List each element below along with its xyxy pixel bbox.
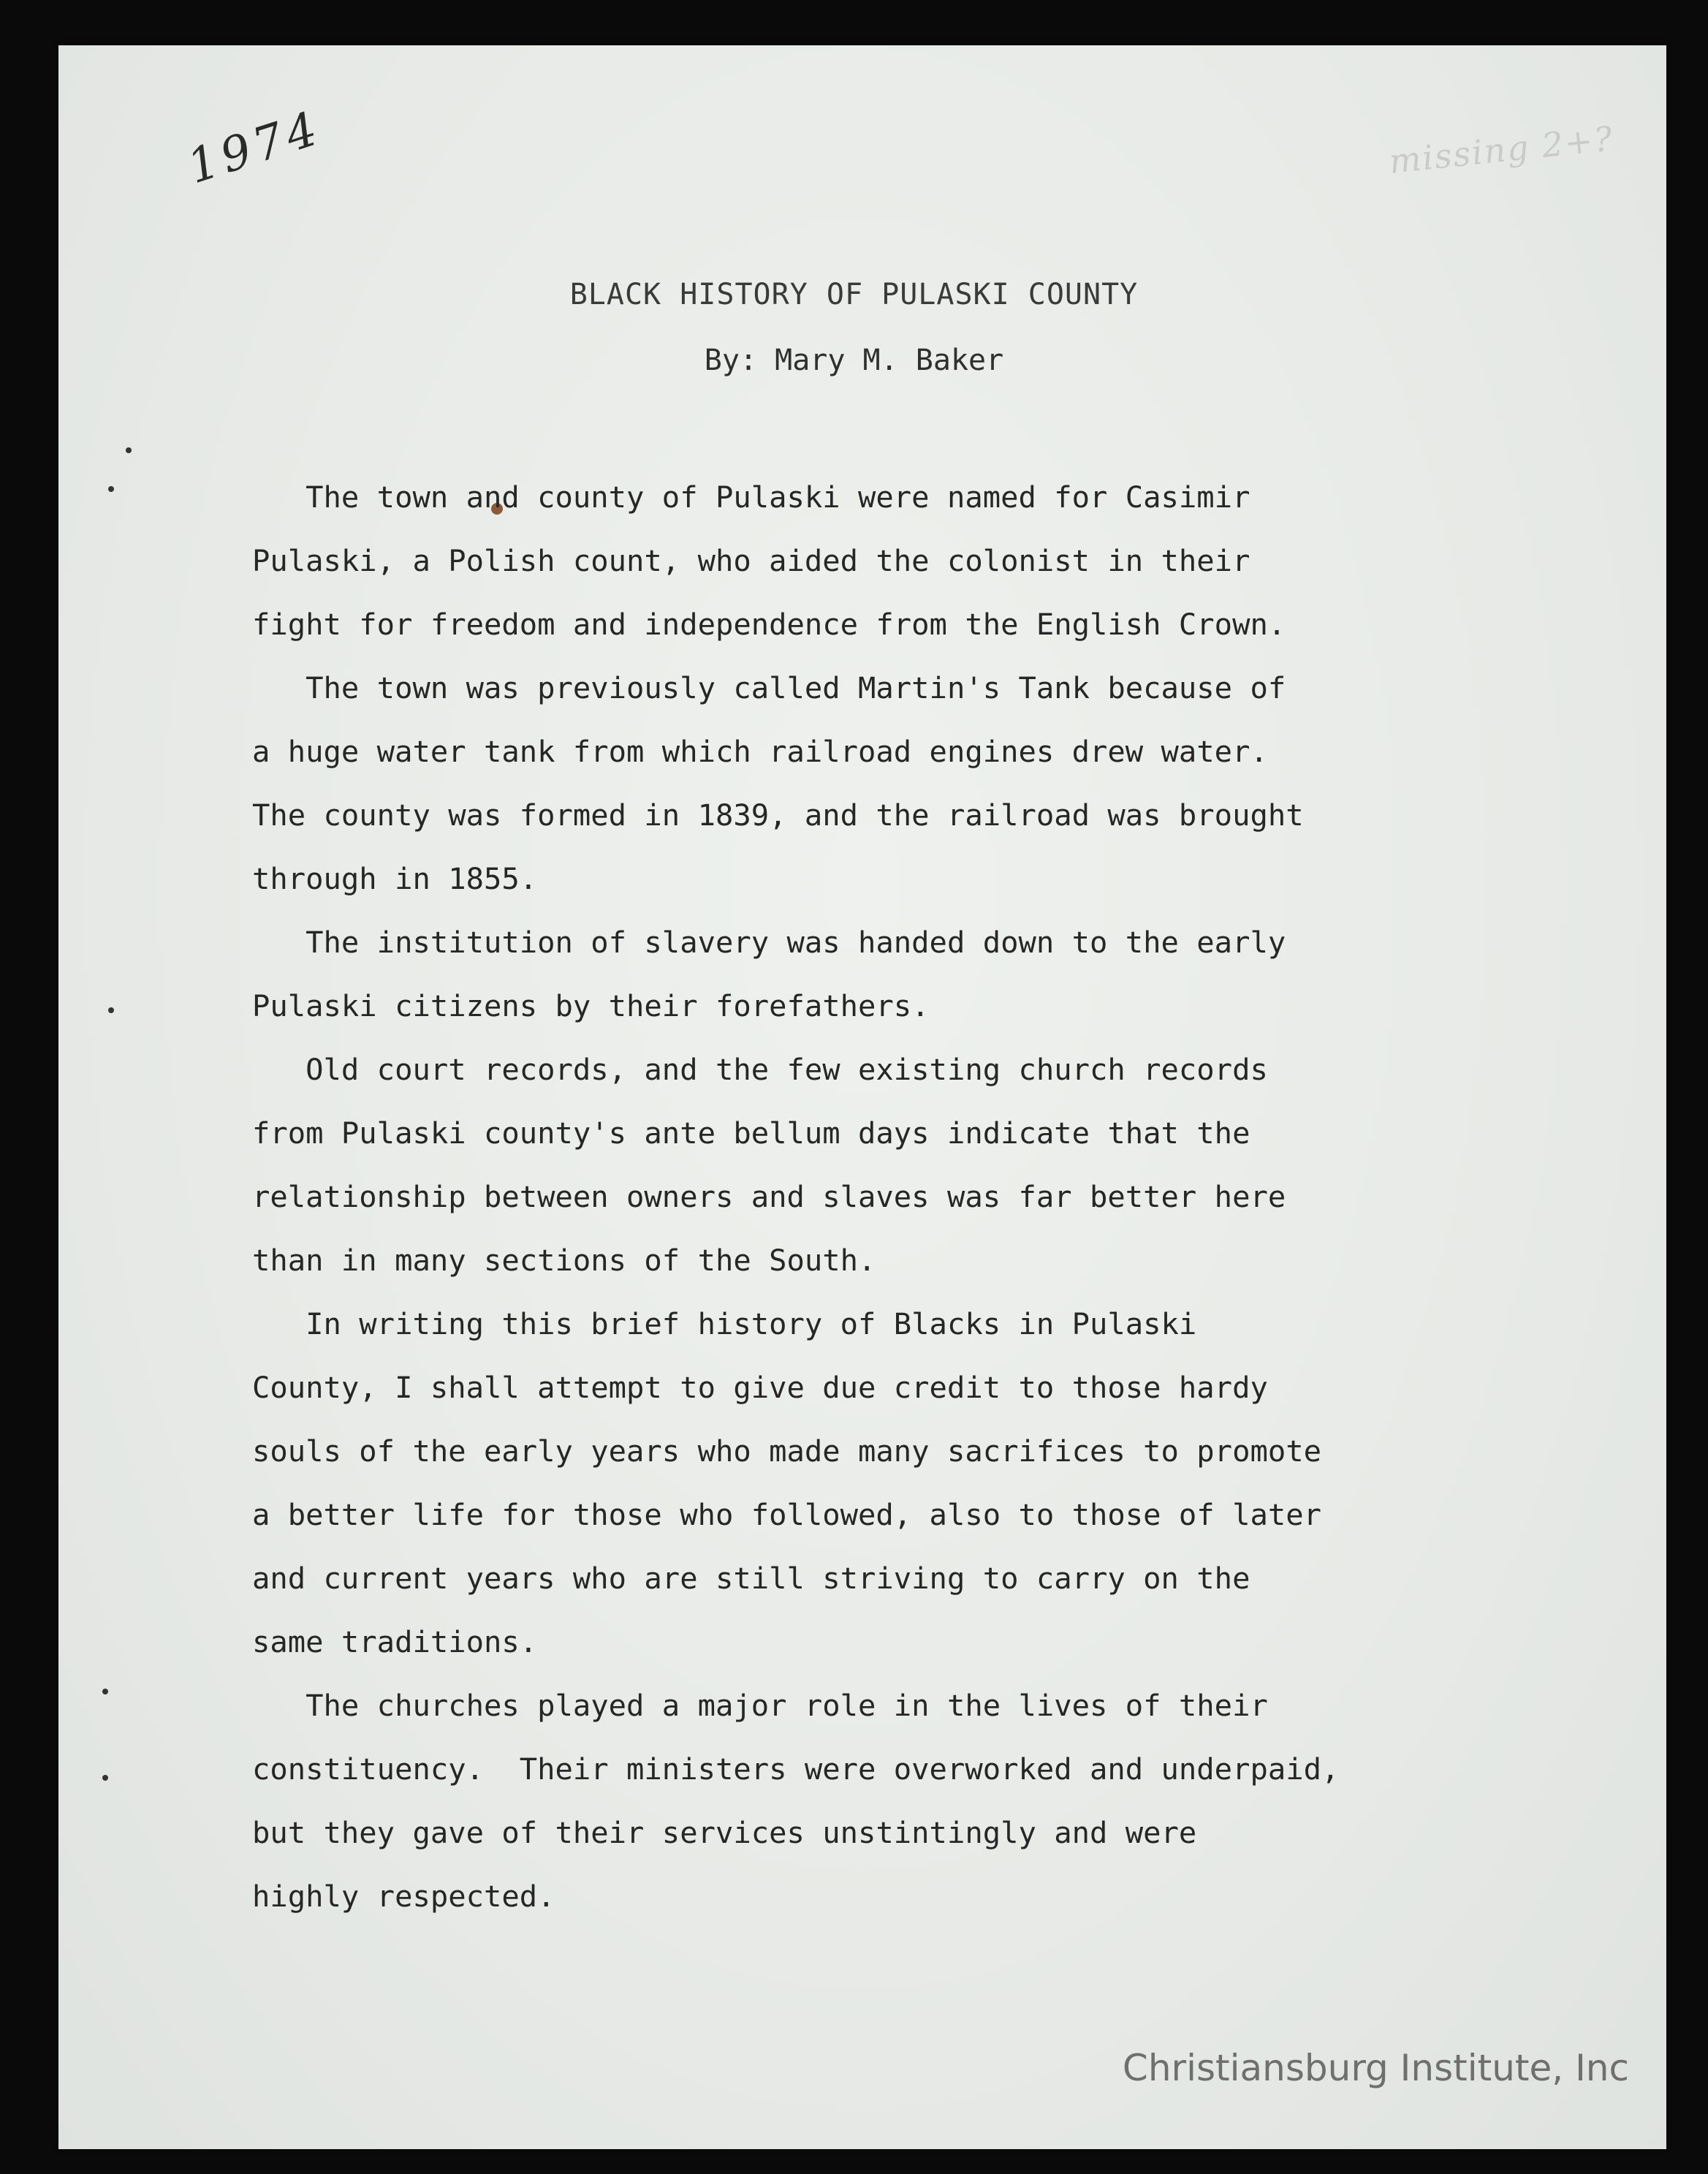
body-line: from Pulaski county's ante bellum days indicate that the [252,1116,1250,1151]
body-line: Pulaski, a Polish count, who aided the colonist in their [252,543,1250,578]
body-line: The county was formed in 1839, and the railroad was brought [252,798,1304,833]
body-line: constituency. Their ministers were overworked and underpaid, [252,1751,1340,1787]
body-line: souls of the early years who made many sacrifices to promote [252,1433,1321,1469]
margin-mark [126,447,132,453]
body-line: In writing this brief history of Blacks in Pulaski [252,1306,1197,1341]
body-line: a huge water tank from which railroad engines drew water. [252,734,1268,769]
body-line: fight for freedom and independence from the English Crown. [252,607,1286,642]
body-line: than in many sections of the South. [252,1243,876,1278]
body-line: Pulaski citizens by their forefathers. [252,988,930,1023]
body-line: Old court records, and the few existing church records [252,1052,1268,1087]
body-line: The institution of slavery was handed down to the early [252,925,1286,960]
body-line: The town and county of Pulaski were named for Casimir [252,480,1250,515]
margin-mark [108,486,114,492]
margin-mark [108,1007,114,1013]
body-line: relationship between owners and slaves was far better here [252,1179,1286,1214]
pencil-note: missing 2+? [1387,118,1616,181]
body-line: same traditions. [252,1624,538,1659]
body-line: The churches played a major role in the lives of their [252,1688,1268,1723]
document-byline: By: Mary M. Baker [704,344,1004,377]
body-line: a better life for those who followed, also to those of later [252,1497,1321,1532]
body-line: but they gave of their services unstintingly and were [252,1815,1197,1850]
body-line: County, I shall attempt to give due credit to those hardy [252,1370,1268,1405]
handwritten-year: 1974 [181,101,328,195]
body-line: The town was previously called Martin's Tank because of [252,670,1286,705]
body-line: through in 1855. [252,861,538,896]
margin-mark [102,1775,108,1781]
document-body [252,466,1458,1928]
body-line: and current years who are still striving to carry on the [252,1561,1250,1596]
archive-watermark: Christiansburg Institute, Inc [1122,2047,1629,2089]
margin-mark [102,1689,108,1694]
body-line: highly respected. [252,1879,555,1914]
document-title: BLACK HISTORY OF PULASKI COUNTY [569,278,1139,311]
